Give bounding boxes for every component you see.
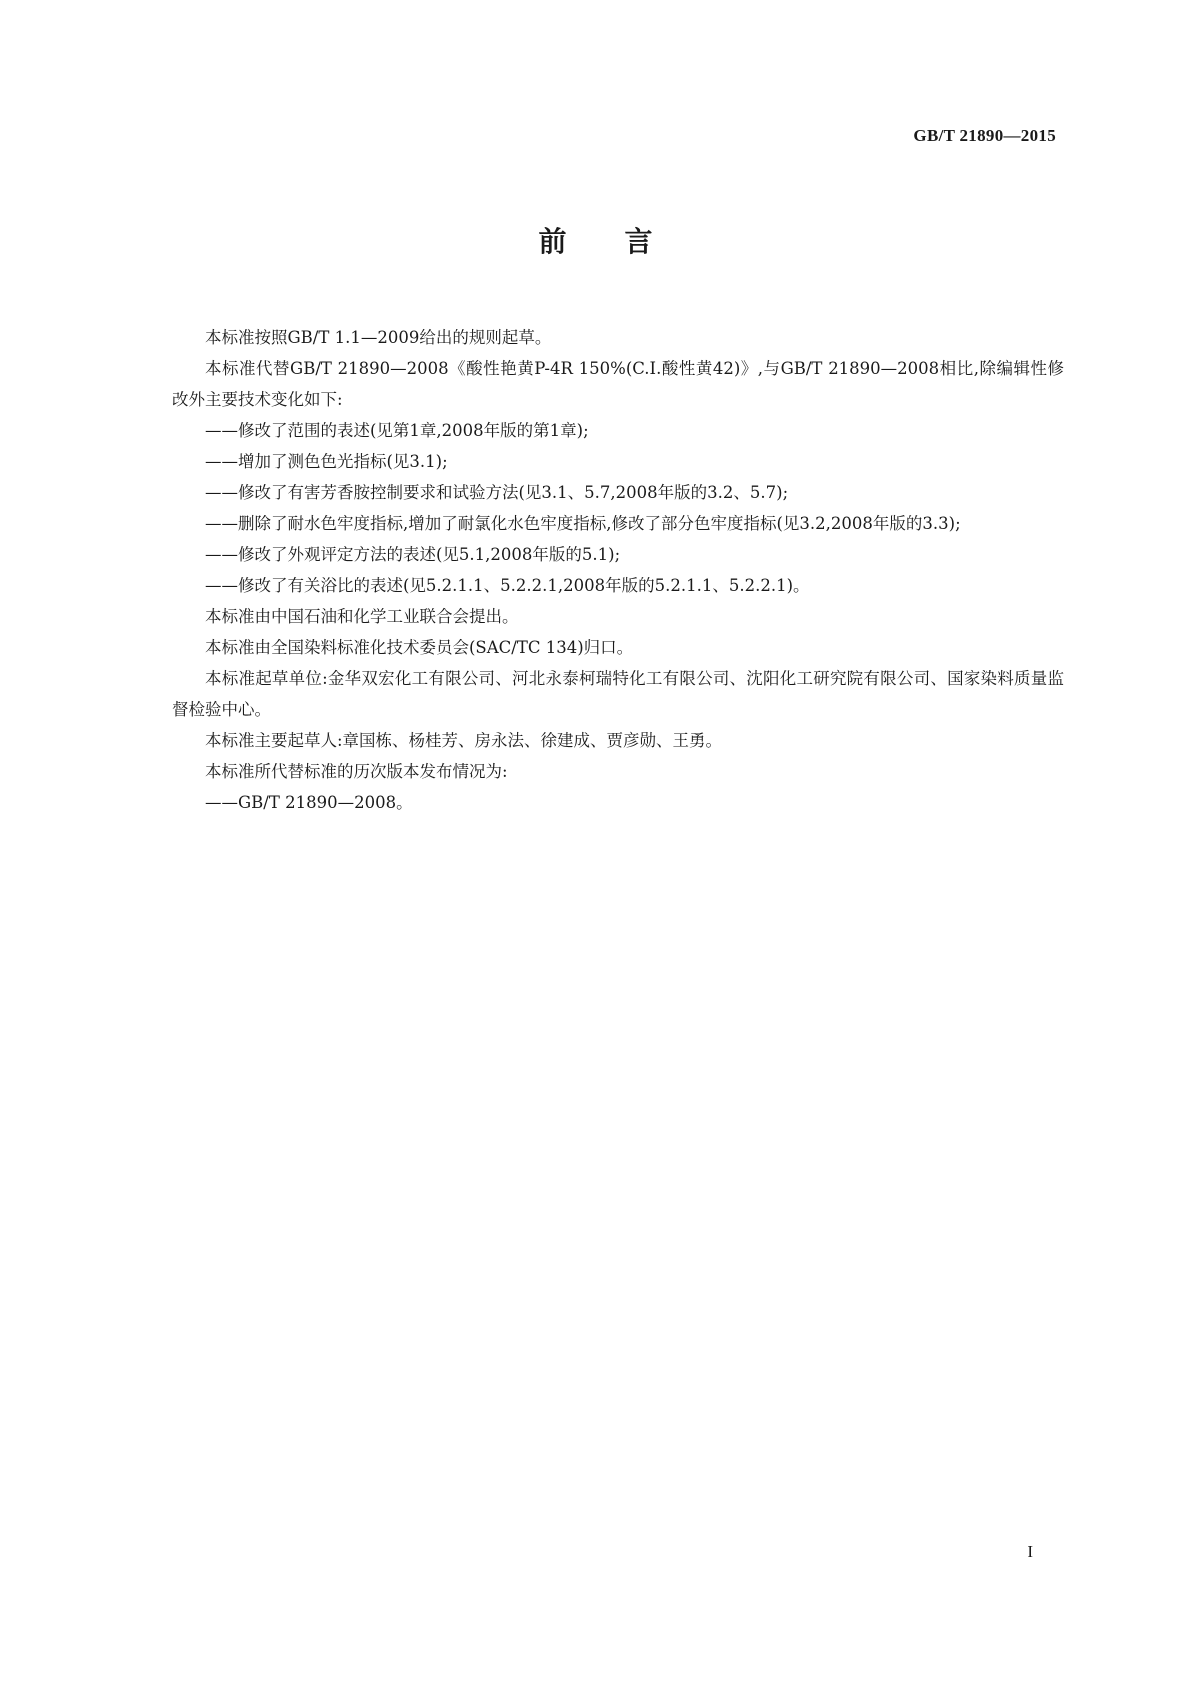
- page-number: I: [1027, 1542, 1033, 1561]
- paragraph-drafting-units: 本标准起草单位:金华双宏化工有限公司、河北永泰柯瑞特化工有限公司、沈阳化工研究院有限公司、国家染料质量监督检验中心。: [172, 669, 1064, 719]
- paragraph-administered-by: 本标准由全国染料标准化技术委员会(SAC/TC 134)归口。: [205, 638, 634, 657]
- standard-code: GB/T 21890—2015: [913, 126, 1056, 145]
- change-item: ——修改了范围的表述(见第1章,2008年版的第1章);: [205, 421, 589, 440]
- foreword-body: [172, 322, 1064, 818]
- page-title: 前言: [538, 225, 711, 258]
- change-item: ——删除了耐水色牢度指标,增加了耐氯化水色牢度指标,修改了部分色牢度指标(见3.2,2008年版的3.3);: [205, 514, 961, 533]
- history-item: ——GB/T 21890—2008。: [205, 793, 413, 812]
- change-item: ——修改了有关浴比的表述(见5.2.1.1、5.2.2.1,2008年版的5.2.1.1、5.2.2.1)。: [205, 576, 810, 595]
- paragraph-drafting-rules: 本标准按照GB/T 1.1—2009给出的规则起草。: [205, 328, 552, 347]
- change-item: ——增加了测色色光指标(见3.1);: [205, 452, 448, 471]
- change-item: ——修改了有害芳香胺控制要求和试验方法(见3.1、5.7,2008年版的3.2、5.7);: [205, 483, 789, 502]
- paragraph-drafters: 本标准主要起草人:章国栋、杨桂芳、房永法、徐建成、贾彦勋、王勇。: [205, 731, 723, 750]
- paragraph-proposed-by: 本标准由中国石油和化学工业联合会提出。: [205, 607, 519, 626]
- change-item: ——修改了外观评定方法的表述(见5.1,2008年版的5.1);: [205, 545, 621, 564]
- paragraph-history-intro: 本标准所代替标准的历次版本发布情况为:: [205, 762, 508, 781]
- paragraph-replacement: 本标准代替GB/T 21890—2008《酸性艳黄P-4R 150%(C.I.酸性黄42)》,与GB/T 21890—2008相比,除编辑性修改外主要技术变化如下:: [172, 359, 1064, 409]
